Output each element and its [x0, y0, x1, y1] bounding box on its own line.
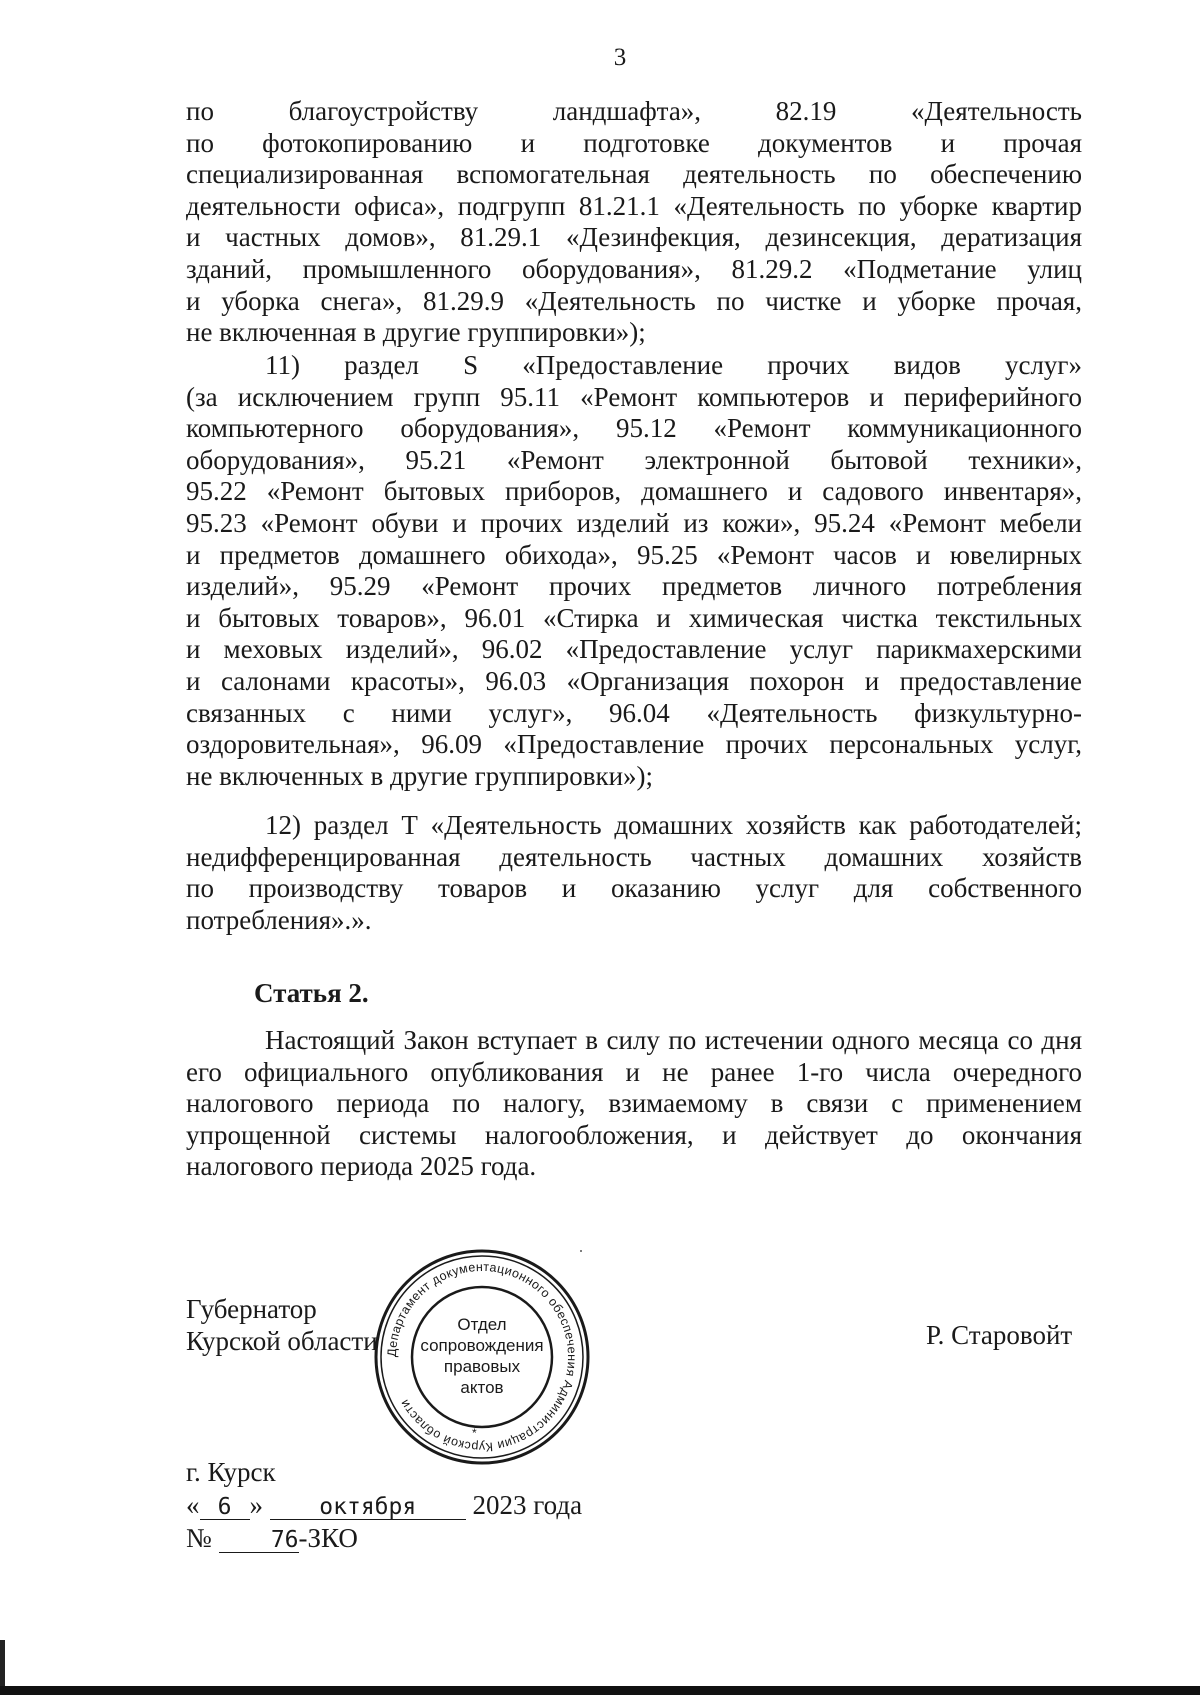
stamp-inner-line: сопровождения: [420, 1336, 544, 1355]
stamp-ring-text: Департамент документационного обеспечения Администрации Курской области: [384, 1259, 580, 1455]
place: г. Курск: [186, 1457, 276, 1487]
text-line: изделий», 95.29 «Ремонт прочих предметов личного потребления: [186, 571, 1082, 602]
scan-border-left: [0, 1640, 5, 1686]
document-date: [186, 1489, 582, 1522]
signer-title-line: Курской области: [186, 1326, 378, 1356]
date-day: 6: [200, 1495, 250, 1520]
text-line: и уборка снега», 81.29.9 «Деятельность по чистке и уборке прочая,: [186, 285, 1082, 316]
text-line: деятельности офиса», подгрупп 81.21.1 «Деятельность по уборке квартир: [186, 190, 1082, 221]
stamp-inner-line: Отдел: [457, 1315, 507, 1334]
document-number: [186, 1522, 582, 1555]
date-year: 2023 года: [472, 1490, 583, 1520]
stamp-star-icon: *: [472, 1426, 477, 1440]
paragraph-continuation: [186, 96, 1082, 349]
official-stamp: [371, 1246, 593, 1468]
text-line: связанных с ними услуг», 96.04 «Деятельность физкультурно-: [186, 697, 1082, 728]
text-line: и предметов домашнего обихода», 95.25 «Ремонт часов и ювелирных: [186, 539, 1082, 570]
text-line: налогового периода по налогу, взимаемому в связи с применением: [186, 1088, 1082, 1119]
text-line: и бытовых товаров», 96.01 «Стирка и химическая чистка текстильных: [186, 602, 1082, 633]
text-line: оборудования», 95.21 «Ремонт электронной бытовой техники»,: [186, 444, 1082, 475]
number-value: 76: [219, 1528, 299, 1553]
date-open-quote: «: [186, 1490, 200, 1520]
stamp-inner-line: правовых: [443, 1357, 521, 1376]
text-line: 12) раздел Т «Деятельность домашних хозяйств как работодателей;: [265, 810, 1082, 840]
article-2-body: [186, 1025, 1082, 1183]
stamp-inner-line: актов: [460, 1378, 504, 1397]
page-number: 3: [613, 44, 627, 71]
paragraph-item-12: [186, 810, 1082, 936]
article-heading: Статья 2.: [254, 978, 369, 1008]
text-line: и меховых изделий», 96.02 «Предоставление услуг парикмахерскими: [186, 634, 1082, 665]
date-close-quote: »: [249, 1490, 263, 1520]
text-line: недифференцированная деятельность частных домашних хозяйств: [186, 841, 1082, 872]
number-sign: №: [186, 1523, 212, 1553]
text-line: зданий, промышленного оборудования», 81.29.2 «Подметание улиц: [186, 253, 1082, 284]
text-line: упрощенной системы налогообложения, и действует до окончания: [186, 1119, 1082, 1150]
text-line: потребления».».: [186, 904, 372, 935]
signer-name: Р. Старовойт: [926, 1320, 1073, 1350]
text-line: не включенных в другие группировки»);: [186, 760, 654, 791]
place-date-block: [186, 1456, 582, 1555]
paragraph-item-11: [186, 350, 1082, 792]
text-line: налогового периода 2025 года.: [186, 1151, 537, 1182]
text-line: по фотокопированию и подготовке документов и прочая: [186, 127, 1082, 158]
signer-title: [186, 1293, 378, 1357]
number-suffix: -ЗКО: [298, 1523, 358, 1553]
text-line: 11) раздел S «Предоставление прочих видов услуг»: [265, 350, 1082, 380]
text-line: по благоустройству ландшафта», 82.19 «Деятельность: [186, 96, 1082, 126]
text-line: (за исключением групп 95.11 «Ремонт компьютеров и периферийного: [186, 381, 1082, 412]
text-line: 95.22 «Ремонт бытовых приборов, домашнего и садового инвентаря»,: [186, 476, 1082, 507]
text-line: Настоящий Закон вступает в силу по истечении одного месяца со дня: [265, 1025, 1082, 1055]
text-line: не включенная в другие группировки»);: [186, 317, 646, 348]
text-line: и салонами красоты», 96.03 «Организация похорон и предоставление: [186, 665, 1082, 696]
text-line: и частных домов», 81.29.1 «Дезинфекция, дезинсекция, дератизация: [186, 222, 1082, 253]
text-line: специализированная вспомогательная деятельность по обеспечению: [186, 159, 1082, 190]
text-line: 95.23 «Ремонт обуви и прочих изделий из кожи», 95.24 «Ремонт мебели: [186, 507, 1082, 538]
signer-title-line: Губернатор: [186, 1294, 317, 1324]
text-line: оздоровительная», 96.09 «Предоставление прочих персональных услуг,: [186, 729, 1082, 760]
text-line: его официального опубликования и не ранее 1-го числа очередного: [186, 1056, 1082, 1087]
text-line: по производству товаров и оказанию услуг для собственного: [186, 873, 1082, 904]
scan-border-bottom: [0, 1686, 1200, 1695]
date-month: октября: [270, 1495, 466, 1520]
text-line: компьютерного оборудования», 95.12 «Ремонт коммуникационного: [186, 413, 1082, 444]
